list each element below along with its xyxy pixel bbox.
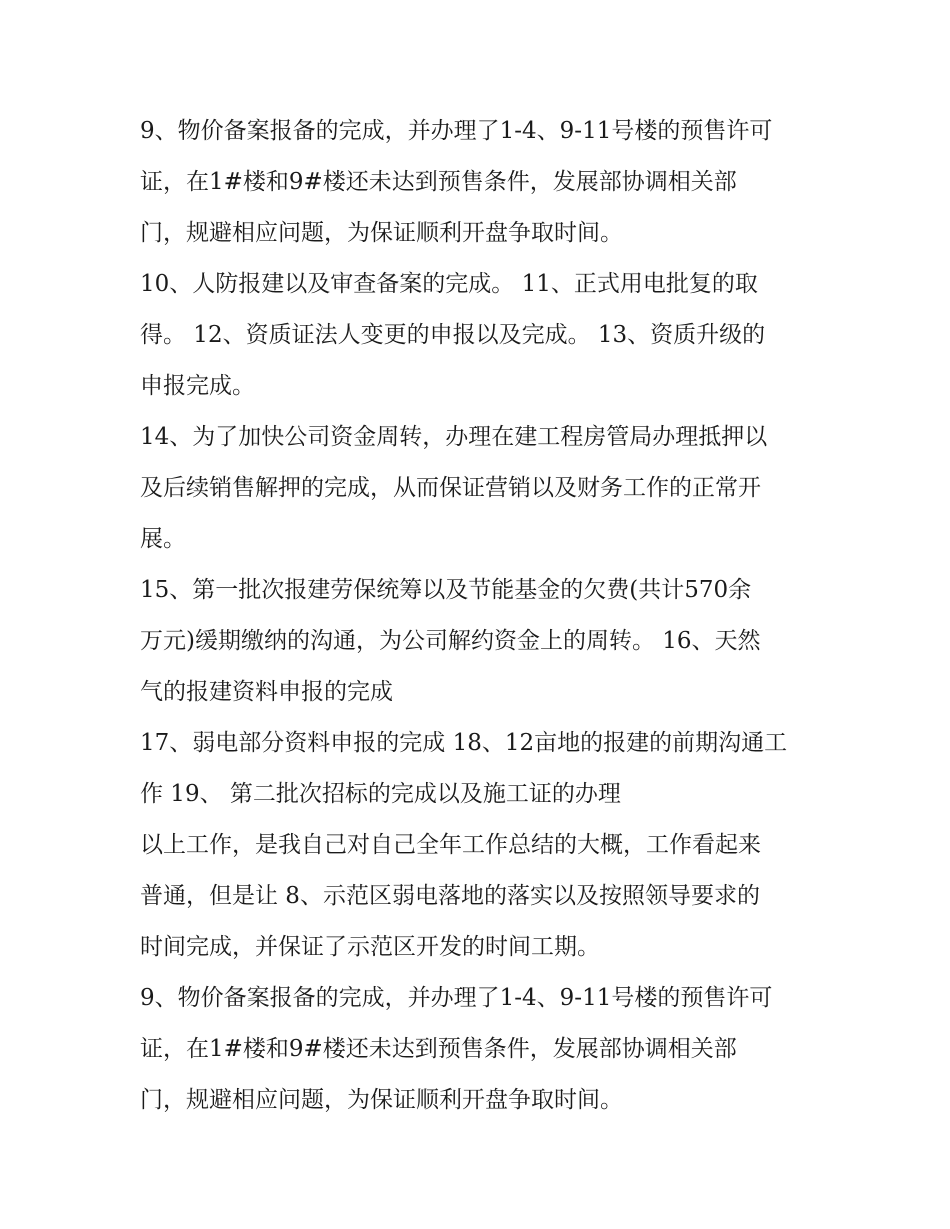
text-line: 证，在1#楼和9#楼还未达到预售条件，发展部协调相关部	[140, 169, 737, 195]
text-line: 证，在1#楼和9#楼还未达到预售条件，发展部协调相关部	[140, 1036, 737, 1062]
text-line: 展。	[140, 526, 186, 552]
text-line: 门，规避相应问题，为保证顺利开盘争取时间。	[140, 1087, 623, 1113]
text-line: 万元)缓期缴纳的沟通，为公司解约资金上的周转。 16、天然	[140, 628, 761, 654]
text-line: 时间完成，并保证了示范区开发的时间工期。	[140, 934, 600, 960]
text-line: 及后续销售解押的完成，从而保证营销以及财务工作的正常开	[140, 475, 761, 501]
document-body	[140, 106, 830, 1126]
text-line: 17、弱电部分资料申报的完成 18、12亩地的报建的前期沟通工	[140, 730, 788, 756]
text-line: 15、第一批次报建劳保统筹以及节能基金的欠费(共计570余	[140, 577, 752, 603]
text-line: 9、物价备案报备的完成，并办理了1-4、9-11号楼的预售许可	[140, 118, 773, 144]
text-line: 申报完成。	[140, 373, 255, 399]
text-line: 10、人防报建以及审查备案的完成。 11、正式用电批复的取	[140, 271, 758, 297]
text-line: 门，规避相应问题，为保证顺利开盘争取时间。	[140, 220, 623, 246]
text-line: 普通，但是让 8、示范区弱电落地的落实以及按照领导要求的	[140, 883, 760, 909]
text-line: 作 19、 第二批次招标的完成以及施工证的办理	[140, 781, 621, 807]
text-line: 9、物价备案报备的完成，并办理了1-4、9-11号楼的预售许可	[140, 985, 773, 1011]
text-line: 以上工作，是我自己对自己全年工作总结的大概，工作看起来	[140, 832, 761, 858]
text-line: 得。 12、资质证法人变更的申报以及完成。 13、资质升级的	[140, 322, 766, 348]
text-line: 气的报建资料申报的完成	[140, 679, 393, 705]
text-line: 14、为了加快公司资金周转，办理在建工程房管局办理抵押以	[140, 424, 768, 450]
